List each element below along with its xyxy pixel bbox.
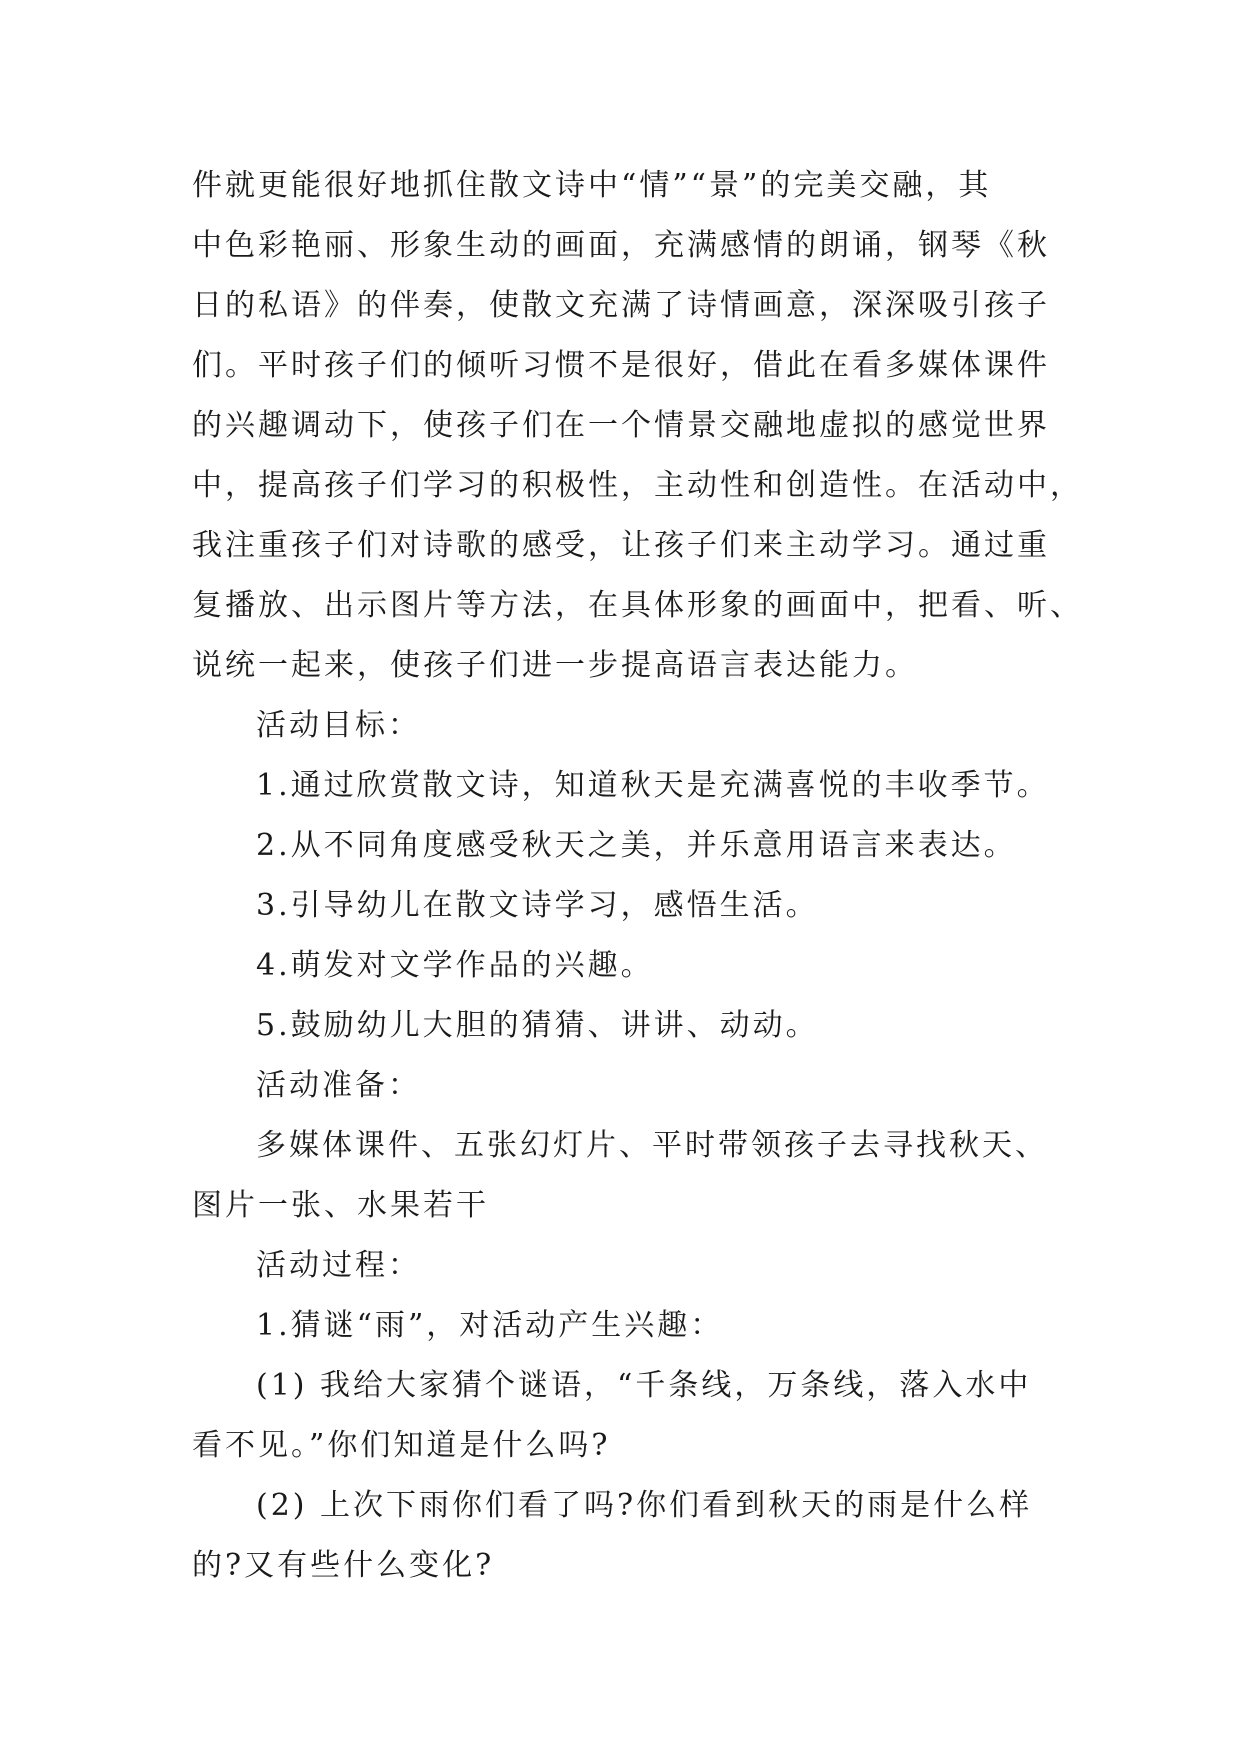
preparation-line: 图片一张、水果若干 — [192, 1188, 489, 1223]
process-substep-continued: 的?又有些什么变化? — [192, 1548, 495, 1583]
process-substep: (2) 上次下雨你们看了吗?你们看到秋天的雨是什么样 — [256, 1488, 1033, 1523]
paragraph-line: 说统一起来，使孩子们进一步提高语言表达能力。 — [192, 648, 918, 683]
paragraph-line: 的兴趣调动下，使孩子们在一个情景交融地虚拟的感觉世界 — [192, 408, 1050, 443]
paragraph-line: 我注重孩子们对诗歌的感受，让孩子们来主动学习。通过重 — [192, 528, 1050, 563]
section-heading-process: 活动过程： — [256, 1248, 421, 1283]
process-substep: (1) 我给大家猜个谜语，“千条线，万条线，落入水中 — [256, 1368, 1032, 1403]
paragraph-line: 件就更能很好地抓住散文诗中“情”“景”的完美交融，其 — [192, 168, 992, 203]
process-step: 1.猜谜“雨”，对活动产生兴趣： — [256, 1308, 724, 1343]
paragraph-line: 中色彩艳丽、形象生动的画面，充满感情的朗诵，钢琴《秋 — [192, 228, 1050, 263]
section-heading-objectives: 活动目标： — [256, 708, 421, 743]
process-substep-continued: 看不见。”你们知道是什么吗? — [192, 1428, 611, 1463]
objective-item: 4.萌发对文学作品的兴趣。 — [256, 948, 654, 983]
paragraph-line: 日的私语》的伴奏，使散文充满了诗情画意，深深吸引孩子 — [192, 288, 1050, 323]
paragraph-line: 们。平时孩子们的倾听习惯不是很好，借此在看多媒体课件 — [192, 348, 1050, 383]
objective-item: 1.通过欣赏散文诗，知道秋天是充满喜悦的丰收季节。 — [256, 768, 1050, 803]
objective-item: 3.引导幼儿在散文诗学习，感悟生活。 — [256, 888, 819, 923]
objective-item: 2.从不同角度感受秋天之美，并乐意用语言来表达。 — [256, 828, 1017, 863]
paragraph-line: 复播放、出示图片等方法，在具体形象的画面中，把看、听、 — [192, 588, 1083, 623]
paragraph-line: 中，提高孩子们学习的积极性，主动性和创造性。在活动中， — [192, 468, 1083, 503]
preparation-line: 多媒体课件、五张幻灯片、平时带领孩子去寻找秋天、 — [256, 1128, 1048, 1163]
objective-item: 5.鼓励幼儿大胆的猜猜、讲讲、动动。 — [256, 1008, 819, 1043]
section-heading-preparation: 活动准备： — [256, 1068, 421, 1103]
